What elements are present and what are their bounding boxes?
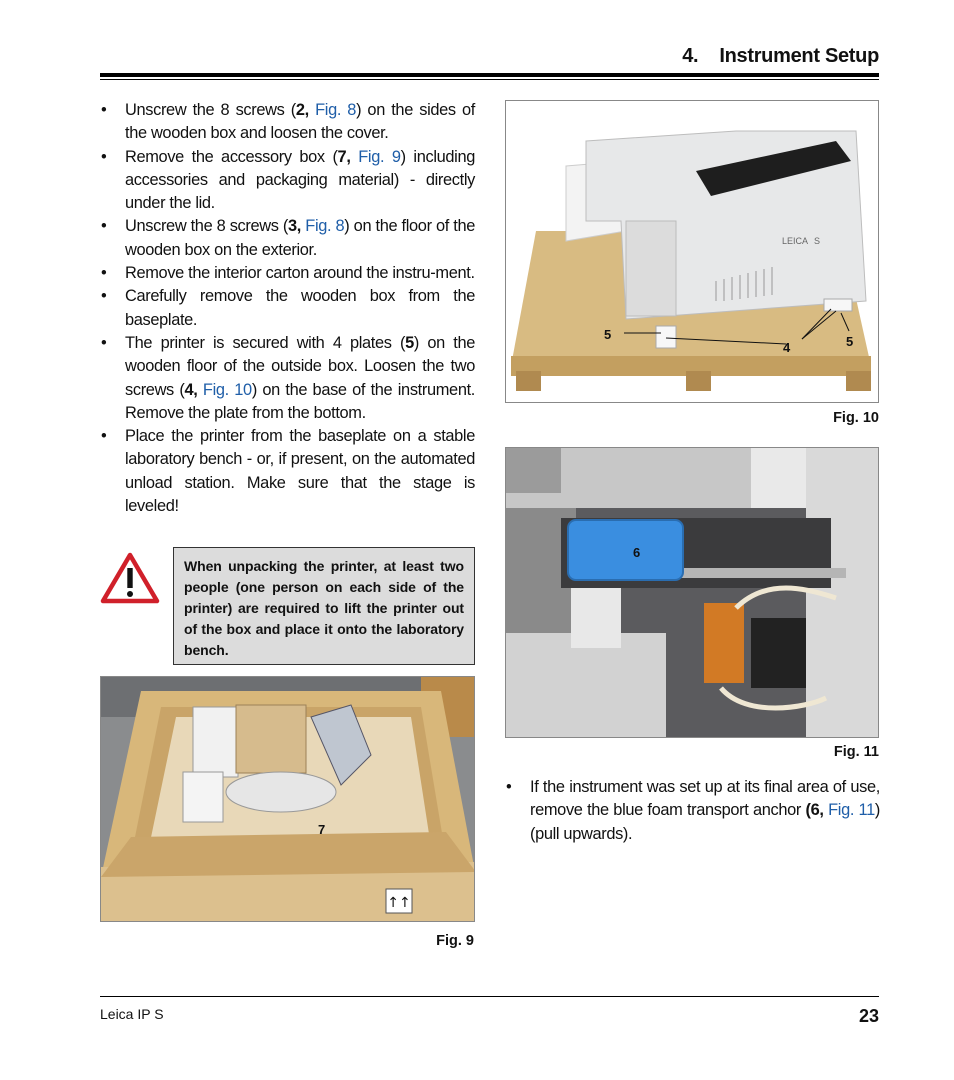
warning-triangle-icon [100,552,160,604]
figure-link[interactable]: Fig. 10 [202,380,252,399]
page-number: 23 [858,1006,879,1026]
figure-10-image [505,100,879,403]
list-item: • If the instrument was set up at its final area of use, remove the blue foam transport anchor (6, Fig. 11) (pull upwards). [506,778,880,843]
figure-callout-label: 7 [318,822,326,837]
header-rule-thick [100,73,879,77]
footer-rule [100,996,879,997]
svg-text:S: S [814,236,821,246]
figure-link[interactable]: Fig. 8 [315,101,357,119]
figure-9-image [100,676,475,922]
section-number: 4. [682,45,699,67]
figure-callout-label: 6 [633,545,641,560]
list-item: • Remove the accessory box (7, Fig. 9) including accessories and packaging material) - directly under the lid. [101,147,475,213]
section-title [682,45,879,68]
section-name: Instrument Setup [719,45,879,67]
list-item: • Unscrew the 8 screws (3, Fig. 8) on the floor of the wooden box on the exterior. [101,217,475,259]
figure-9-caption: Fig. 9 [436,933,474,949]
warning-note: When unpacking the printer, at least two people (one person on each side of the printer) are required to lift the printer out of the box and place it onto the laboratory bench. [173,547,475,665]
figure-link[interactable]: Fig. 9 [358,147,401,166]
figure-11-caption: Fig. 11 [833,744,879,760]
figure-callout-label: 5 [846,334,854,349]
list-item: • The printer is secured with 4 plates (5) on the wooden floor of the outside box. Loosen the two screws (4, Fig. 10) on the base of the instrument. Remove the plate from the bottom. [101,333,475,422]
list-item: • Carefully remove the wooden box from the baseplate. [101,287,475,329]
list-item: • Unscrew the 8 screws (2, Fig. 8) on the sides of the wooden box and loosen the cover. [101,101,475,143]
footer-product-name: Leica IP S [100,1006,164,1022]
figure-link[interactable]: Fig. 8 [305,217,345,236]
instruction-list-right [505,776,880,846]
svg-text:↑↑: ↑↑ [387,895,411,911]
figure-link[interactable]: Fig. 11 [828,801,875,820]
brand-text: LEICA [782,236,809,246]
instruction-list-left [100,99,475,518]
list-item: • Remove the interior carton around the instru-ment. [101,264,475,283]
figure-callout-label: 4 [783,340,791,355]
list-item: • Place the printer from the baseplate on a stable laboratory bench - or, if present, on the automated unload station. Make sure that the stage is leveled! [101,427,475,516]
figure-10-caption: Fig. 10 [833,410,879,426]
header-rule-thin [100,79,879,80]
figure-11-image [505,447,879,738]
figure-callout-label: 5 [604,327,612,342]
